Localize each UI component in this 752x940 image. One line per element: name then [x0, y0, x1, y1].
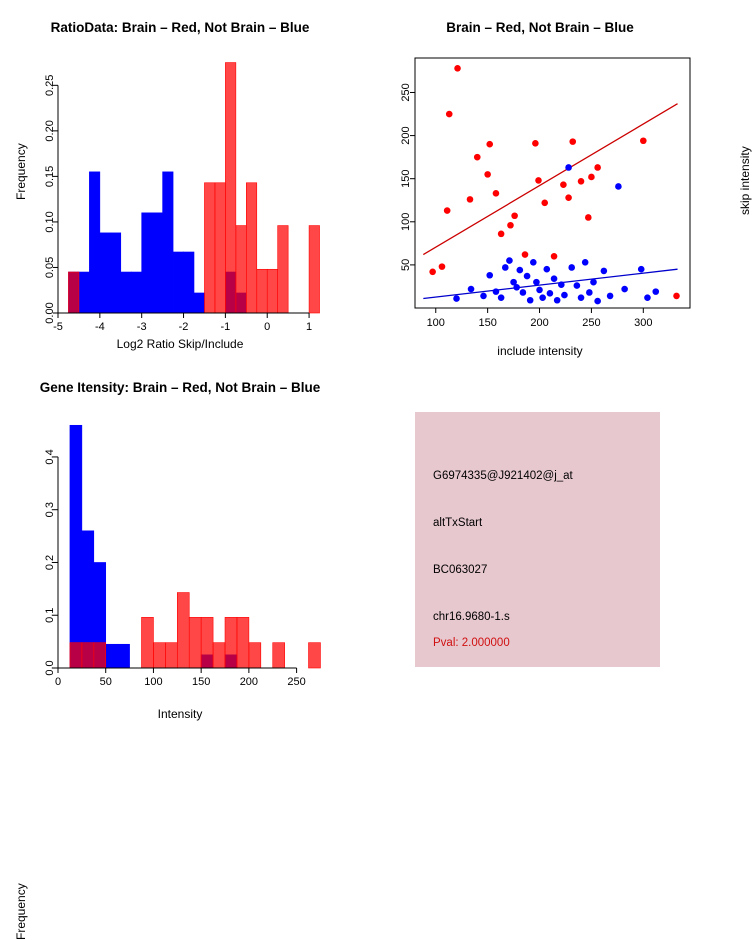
- scatter-point: [590, 279, 597, 286]
- hist-bar: [79, 272, 89, 313]
- y-tick-label: 0.25: [44, 74, 56, 97]
- hist-bar: [70, 643, 82, 668]
- panel-hist-ratio: [0, 0, 360, 360]
- x-tick-label: 1: [306, 321, 313, 333]
- info-line-event: altTxStart: [433, 517, 483, 529]
- hist-ratio-ylabel: Frequency: [14, 143, 28, 200]
- hist-bar: [237, 617, 249, 668]
- scatter-ylabel: skip intensity: [738, 146, 752, 215]
- scatter-point: [644, 294, 651, 301]
- scatter-point: [578, 294, 585, 301]
- hist-bar: [131, 272, 141, 313]
- hist-bar: [89, 172, 99, 313]
- hist-bar: [173, 252, 183, 313]
- x-tick-label: 300: [634, 317, 653, 329]
- panel-scatter: [360, 0, 752, 360]
- scatter-point: [551, 253, 558, 260]
- x-tick-label: -2: [178, 321, 189, 333]
- x-tick-label: 200: [530, 317, 549, 329]
- hist-bar: [194, 293, 204, 313]
- scatter-point: [582, 259, 589, 266]
- hist-bar: [204, 183, 214, 313]
- hist-bar: [249, 643, 261, 668]
- hist-bar: [165, 643, 177, 668]
- hist-intensity-xlabel: Intensity: [157, 707, 203, 721]
- info-line-location: chr16.9680-1.s: [433, 611, 510, 623]
- scatter-point: [446, 111, 453, 118]
- x-tick-label: 250: [287, 676, 306, 688]
- x-tick-label: 200: [239, 676, 259, 688]
- y-tick-label: 250: [400, 83, 412, 102]
- scatter-point: [594, 164, 601, 171]
- scatter-point: [560, 181, 567, 188]
- x-tick-label: 150: [191, 676, 211, 688]
- scatter-title: Brain – Red, Not Brain – Blue: [446, 20, 634, 35]
- scatter-point: [493, 288, 500, 295]
- hist-bar: [163, 172, 173, 313]
- hist-bar: [257, 269, 267, 313]
- hist-bar: [142, 213, 152, 313]
- x-tick-label: 50: [99, 676, 112, 688]
- scatter-point: [532, 140, 539, 147]
- x-tick-label: -4: [94, 321, 105, 333]
- scatter-point: [530, 259, 537, 266]
- y-tick-label: 0.00: [44, 302, 56, 324]
- hist-bar: [236, 226, 246, 313]
- scatter-point: [520, 289, 527, 296]
- scatter-point: [594, 298, 601, 305]
- hist-ratio-title: RatioData: Brain – Red, Not Brain – Blue: [50, 20, 310, 35]
- scatter-point: [498, 231, 505, 238]
- scatter-point: [524, 273, 531, 280]
- scatter-point: [429, 268, 436, 275]
- scatter-point: [640, 137, 647, 144]
- scatter-point: [454, 65, 461, 72]
- hist-intensity-plot: [0, 378, 360, 718]
- scatter-point: [507, 222, 514, 229]
- y-tick-label: 0.3: [44, 502, 56, 518]
- x-tick-label: 150: [478, 317, 497, 329]
- info-line-accession: BC063027: [433, 564, 488, 576]
- scatter-point: [484, 171, 491, 178]
- scatter-point: [543, 266, 550, 273]
- y-tick-label: 0.4: [44, 449, 56, 465]
- y-tick-label: 100: [400, 212, 412, 231]
- scatter-point: [502, 264, 509, 271]
- scatter-point: [652, 288, 659, 295]
- hist-bar: [94, 643, 106, 668]
- hist-bar: [177, 593, 189, 668]
- scatter-point: [551, 275, 558, 282]
- hist-bar: [100, 233, 110, 313]
- scatter-point: [444, 207, 451, 214]
- scatter-point: [586, 289, 593, 296]
- scatter-point: [536, 287, 543, 294]
- y-tick-label: 0.20: [44, 120, 56, 142]
- hist-bar: [70, 425, 82, 668]
- scatter-point: [511, 212, 518, 219]
- points-red: [429, 65, 679, 299]
- hist-ratio-plot: [0, 18, 360, 358]
- scatter-point: [565, 194, 572, 201]
- x-tick-label: -1: [220, 321, 231, 333]
- scatter-point: [517, 267, 524, 274]
- trend-line-red-fit: [423, 104, 677, 255]
- scatter-point: [506, 257, 513, 264]
- scatter-point: [527, 297, 534, 304]
- scatter-point: [569, 138, 576, 145]
- scatter-point: [558, 281, 565, 288]
- scatter-point: [453, 295, 460, 302]
- hist-intensity-ylabel: Frequency: [14, 883, 28, 940]
- scatter-point: [498, 294, 505, 301]
- info-line-pval: Pval: 2.000000: [433, 637, 510, 649]
- y-tick-label: 150: [400, 169, 412, 188]
- scatter-point: [541, 200, 548, 207]
- x-tick-label: 0: [54, 676, 62, 688]
- scatter-point: [578, 178, 585, 185]
- hist-bar: [153, 643, 165, 668]
- scatter-point: [486, 272, 493, 279]
- hist-bar: [121, 272, 131, 313]
- scatter-xlabel: include intensity: [497, 344, 583, 358]
- hist-bar: [189, 617, 201, 668]
- hist-bar: [225, 617, 237, 668]
- x-tick-label: 0: [264, 321, 271, 333]
- x-tick-label: -3: [136, 321, 147, 333]
- hist-bar: [201, 617, 213, 668]
- scatter-point: [568, 264, 575, 271]
- scatter-point: [480, 293, 487, 300]
- scatter-point: [638, 266, 645, 273]
- y-tick-label: 0.05: [44, 256, 57, 279]
- hist-bar: [309, 643, 321, 668]
- scatter-point: [615, 183, 622, 190]
- x-tick-label: 250: [582, 317, 601, 329]
- hist-bar: [184, 252, 194, 313]
- hist-bar: [110, 233, 120, 313]
- hist-bar: [142, 617, 154, 668]
- y-tick-label: 0.15: [44, 165, 56, 188]
- x-tick-label: 100: [426, 317, 445, 329]
- y-tick-label: 50: [400, 258, 412, 272]
- hist-bar: [309, 226, 319, 313]
- scatter-point: [486, 141, 493, 148]
- plot-box: [415, 58, 690, 308]
- scatter-point: [547, 290, 554, 297]
- scatter-point: [522, 251, 529, 258]
- info-line-probe: G6974335@J921402@j_at: [433, 470, 573, 482]
- scatter-point: [607, 293, 614, 300]
- hist-bar: [215, 183, 225, 313]
- y-tick-label: 200: [400, 126, 412, 145]
- scatter-plot: [360, 18, 720, 358]
- hist-bar: [278, 226, 288, 313]
- hist-bar: [213, 643, 225, 668]
- scatter-point: [565, 164, 572, 171]
- hist-bar: [246, 183, 256, 313]
- scatter-point: [574, 282, 581, 289]
- scatter-point: [535, 177, 542, 184]
- scatter-point: [585, 214, 592, 221]
- scatter-point: [561, 292, 568, 299]
- panel-info: [415, 412, 660, 667]
- y-tick-label: 0.2: [44, 554, 56, 571]
- scatter-point: [621, 286, 628, 293]
- scatter-point: [533, 279, 540, 286]
- scatter-point: [513, 284, 520, 291]
- hist-ratio-xlabel: Log2 Ratio Skip/Include: [116, 337, 244, 351]
- hist-bar: [106, 644, 118, 668]
- scatter-point: [474, 154, 481, 161]
- y-tick-label: 0.0: [44, 660, 56, 676]
- scatter-point: [468, 286, 475, 293]
- hist-intensity-title: Gene Itensity: Brain – Red, Not Brain – Blue: [39, 380, 321, 395]
- y-tick-label: 0.1: [44, 607, 56, 623]
- hist-bar: [273, 643, 285, 668]
- hist-bar: [152, 213, 162, 313]
- scatter-point: [601, 268, 608, 275]
- scatter-point: [539, 294, 546, 301]
- hist-bar: [118, 644, 130, 668]
- scatter-point: [673, 293, 680, 300]
- scatter-point: [439, 263, 446, 270]
- hist-bar: [225, 63, 235, 313]
- scatter-point: [588, 174, 595, 181]
- x-tick-label: -5: [53, 321, 63, 333]
- scatter-point: [493, 190, 500, 197]
- scatter-point: [467, 196, 474, 203]
- hist-bar: [267, 269, 277, 313]
- scatter-point: [554, 297, 561, 304]
- x-tick-label: 100: [144, 676, 163, 688]
- hist-bar: [68, 272, 78, 313]
- panel-hist-intensity: [0, 360, 360, 940]
- hist-bar: [82, 643, 94, 668]
- y-tick-label: 0.10: [44, 211, 56, 233]
